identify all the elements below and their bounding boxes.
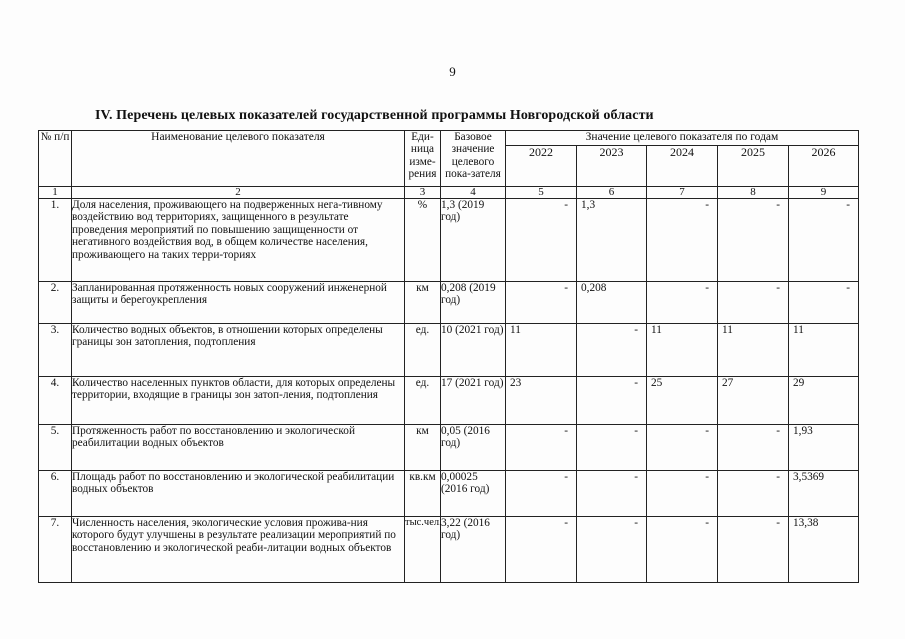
indicator-base: 0,00025 (2016 год) (441, 471, 506, 517)
column-number: 7 (647, 187, 718, 199)
header-year-2025: 2025 (718, 146, 789, 187)
indicator-name: Протяженность работ по восстановлению и экологической реабилитации водных объектов (72, 425, 405, 471)
indicators-table (38, 130, 859, 583)
column-number: 2 (72, 187, 405, 199)
indicator-name: Площадь работ по восстановлению и экологической реабилитации водных объектов (72, 471, 405, 517)
value-2024: 25 (647, 377, 718, 425)
indicator-unit: км (405, 425, 441, 471)
value-2025: - (718, 199, 789, 282)
value-2024: - (647, 517, 718, 583)
column-number: 9 (789, 187, 859, 199)
table-row (39, 199, 859, 282)
indicator-unit: тыс.чел. (405, 517, 441, 583)
value-2025: - (718, 425, 789, 471)
document-title: IV. Перечень целевых показателей государственной программы Новгородской области (95, 108, 654, 123)
value-2025: - (718, 282, 789, 324)
value-2024: - (647, 282, 718, 324)
table-row (39, 282, 859, 324)
value-2023: - (577, 471, 647, 517)
row-number: 7. (39, 517, 72, 583)
row-number: 2. (39, 282, 72, 324)
value-2023: 1,3 (577, 199, 647, 282)
value-2024: - (647, 471, 718, 517)
header-year-2026: 2026 (789, 146, 859, 187)
row-number: 3. (39, 324, 72, 377)
value-2025: 27 (718, 377, 789, 425)
header-name: Наименование целевого показателя (72, 131, 405, 187)
row-number: 5. (39, 425, 72, 471)
value-2023: - (577, 377, 647, 425)
indicator-name: Численность населения, экологические условия прожива-ния которого будут улучшены в результате реализации мероприятий по восстановлению и экологической реаби-литации водных объектов (72, 517, 405, 583)
value-2026: - (789, 282, 859, 324)
indicator-unit: ед. (405, 377, 441, 425)
value-2026: 13,38 (789, 517, 859, 583)
value-2023: - (577, 517, 647, 583)
table-row (39, 324, 859, 377)
value-2024: - (647, 199, 718, 282)
indicator-base: 0,208 (2019 год) (441, 282, 506, 324)
value-2022: - (506, 517, 577, 583)
value-2024: 11 (647, 324, 718, 377)
table-row (39, 471, 859, 517)
value-2025: - (718, 517, 789, 583)
column-number: 8 (718, 187, 789, 199)
value-2024: - (647, 425, 718, 471)
indicator-name: Запланированная протяженность новых сооружений инженерной защиты и берегоукрепления (72, 282, 405, 324)
value-2023: - (577, 425, 647, 471)
value-2022: 11 (506, 324, 577, 377)
indicator-unit: ед. (405, 324, 441, 377)
indicator-base: 0,05 (2016 год) (441, 425, 506, 471)
indicator-base: 10 (2021 год) (441, 324, 506, 377)
row-number: 4. (39, 377, 72, 425)
indicator-name: Количество населенных пунктов области, для которых определены территории, входящие в границы зон затоп-ления, подтопления (72, 377, 405, 425)
value-2023: - (577, 324, 647, 377)
indicator-name: Количество водных объектов, в отношении которых определены границы зон затопления, подтопления (72, 324, 405, 377)
value-2023: 0,208 (577, 282, 647, 324)
indicator-base: 3,22 (2016 год) (441, 517, 506, 583)
value-2026: 11 (789, 324, 859, 377)
value-2022: - (506, 282, 577, 324)
column-number: 1 (39, 187, 72, 199)
header-base: Базовое значение целевого пока-зателя (441, 131, 506, 187)
header-year-2024: 2024 (647, 146, 718, 187)
indicator-unit: км (405, 282, 441, 324)
header-years-group: Значение целевого показателя по годам (506, 131, 859, 146)
value-2025: 11 (718, 324, 789, 377)
column-number: 6 (577, 187, 647, 199)
value-2022: - (506, 425, 577, 471)
header-num: № п/п (39, 131, 72, 187)
header-year-2023: 2023 (577, 146, 647, 187)
indicator-base: 17 (2021 год) (441, 377, 506, 425)
indicator-unit: кв.км (405, 471, 441, 517)
row-number: 6. (39, 471, 72, 517)
value-2026: - (789, 199, 859, 282)
value-2025: - (718, 471, 789, 517)
value-2022: - (506, 199, 577, 282)
column-number: 5 (506, 187, 577, 199)
value-2026: 3,5369 (789, 471, 859, 517)
header-unit: Еди-ница изме-рения (405, 131, 441, 187)
column-number: 3 (405, 187, 441, 199)
page-number: 9 (449, 64, 456, 79)
column-number-row (39, 187, 859, 199)
value-2026: 1,93 (789, 425, 859, 471)
indicator-name: Доля населения, проживающего на подверженных нега-тивному воздействию вод территориях, защищенного в результате проведения мероприятий по повышению защищенности от негативного воздействия вод, в общем количестве населения, проживающего на таких терри-ториях (72, 199, 405, 282)
row-number: 1. (39, 199, 72, 282)
value-2022: 23 (506, 377, 577, 425)
table-row (39, 517, 859, 583)
header-year-2022: 2022 (506, 146, 577, 187)
table-row (39, 425, 859, 471)
indicator-unit: % (405, 199, 441, 282)
value-2022: - (506, 471, 577, 517)
value-2026: 29 (789, 377, 859, 425)
table-row (39, 377, 859, 425)
column-number: 4 (441, 187, 506, 199)
indicator-base: 1,3 (2019 год) (441, 199, 506, 282)
